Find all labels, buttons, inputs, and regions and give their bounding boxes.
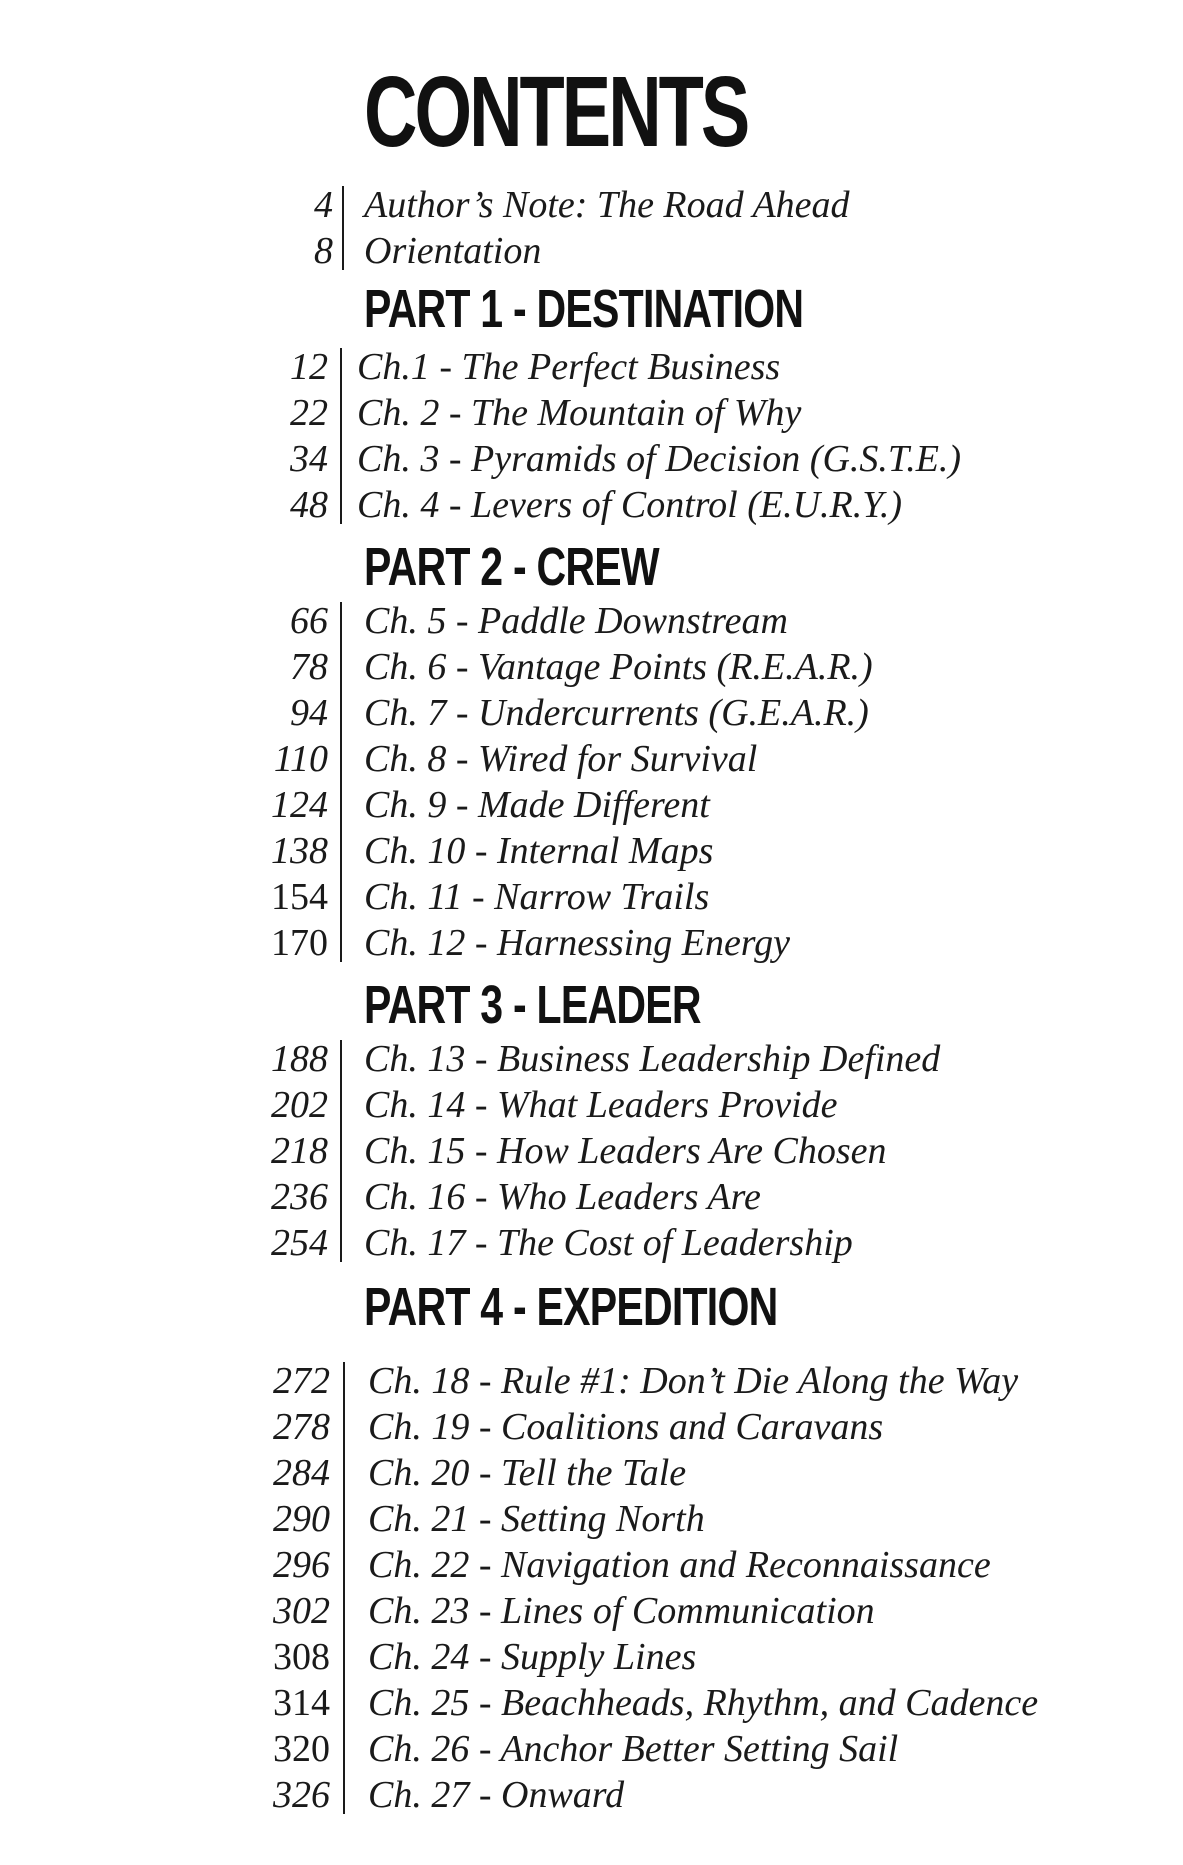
page-number: 154 bbox=[271, 876, 328, 918]
page-number: 272 bbox=[273, 1360, 330, 1402]
toc-entry[interactable] bbox=[0, 1772, 1183, 1818]
page-number: 302 bbox=[273, 1590, 330, 1632]
toc-entry[interactable] bbox=[0, 782, 1183, 828]
page-number: 284 bbox=[273, 1452, 330, 1494]
page-number: 110 bbox=[273, 738, 328, 780]
toc-entry[interactable] bbox=[0, 1542, 1183, 1588]
toc-entry[interactable] bbox=[0, 1174, 1183, 1220]
entry-title: Ch. 9 - Made Different bbox=[364, 784, 710, 826]
part-heading: PART 4 - EXPEDITION bbox=[364, 1277, 778, 1337]
entry-title: Ch. 6 - Vantage Points (R.E.A.R.) bbox=[364, 646, 873, 688]
part-heading: PART 1 - DESTINATION bbox=[364, 279, 804, 339]
entry-title: Ch. 17 - The Cost of Leadership bbox=[364, 1222, 853, 1264]
entry-title: Orientation bbox=[364, 230, 542, 272]
entry-title: Ch. 26 - Anchor Better Setting Sail bbox=[368, 1728, 899, 1770]
chapter-list bbox=[0, 344, 1183, 528]
page-number: 138 bbox=[271, 830, 328, 872]
entry-title: Ch. 20 - Tell the Tale bbox=[368, 1452, 687, 1494]
page-number: 320 bbox=[273, 1728, 330, 1770]
page-number: 308 bbox=[273, 1636, 330, 1678]
entry-title: Ch. 7 - Undercurrents (G.E.A.R.) bbox=[364, 692, 869, 734]
page-number: 12 bbox=[290, 346, 328, 388]
toc-entry[interactable] bbox=[0, 436, 1183, 482]
entry-title: Ch. 19 - Coalitions and Caravans bbox=[368, 1406, 884, 1448]
entry-title: Ch. 12 - Harnessing Energy bbox=[364, 922, 791, 964]
entry-title: Ch. 5 - Paddle Downstream bbox=[364, 600, 788, 642]
page-number: 188 bbox=[271, 1038, 328, 1080]
toc-entry[interactable] bbox=[0, 736, 1183, 782]
part-heading: PART 2 - CREW bbox=[364, 537, 659, 597]
page-number: 278 bbox=[273, 1406, 330, 1448]
chapter-list bbox=[0, 598, 1183, 966]
toc-entry[interactable] bbox=[0, 390, 1183, 436]
toc-entry[interactable] bbox=[0, 344, 1183, 390]
page-number: 8 bbox=[314, 230, 333, 272]
entry-title: Ch. 23 - Lines of Communication bbox=[368, 1590, 875, 1632]
entry-title: Ch. 25 - Beachheads, Rhythm, and Cadence bbox=[368, 1682, 1039, 1724]
front-matter-list bbox=[0, 182, 1183, 274]
page-number: 218 bbox=[271, 1130, 328, 1172]
toc-entry[interactable] bbox=[0, 1726, 1183, 1772]
entry-title: Ch. 8 - Wired for Survival bbox=[364, 738, 758, 780]
toc-entry[interactable] bbox=[0, 1450, 1183, 1496]
entry-title: Author’s Note: The Road Ahead bbox=[364, 184, 850, 226]
page-number: 236 bbox=[271, 1176, 328, 1218]
toc-entry[interactable] bbox=[0, 644, 1183, 690]
page-number: 314 bbox=[273, 1682, 330, 1724]
toc-entry[interactable] bbox=[0, 1404, 1183, 1450]
page-number: 296 bbox=[273, 1544, 330, 1586]
entry-title: Ch. 21 - Setting North bbox=[368, 1498, 705, 1540]
toc-entry[interactable] bbox=[0, 1082, 1183, 1128]
toc-entry[interactable] bbox=[0, 1036, 1183, 1082]
entry-title: Ch. 14 - What Leaders Provide bbox=[364, 1084, 838, 1126]
page-number: 78 bbox=[290, 646, 328, 688]
toc-entry[interactable] bbox=[0, 1128, 1183, 1174]
toc-entry[interactable] bbox=[0, 1588, 1183, 1634]
toc-entry[interactable] bbox=[0, 690, 1183, 736]
page-number: 202 bbox=[271, 1084, 328, 1126]
toc-entry[interactable] bbox=[0, 598, 1183, 644]
entry-title: Ch. 13 - Business Leadership Defined bbox=[364, 1038, 941, 1080]
entry-title: Ch. 22 - Navigation and Reconnaissance bbox=[368, 1544, 991, 1586]
page-number: 254 bbox=[271, 1222, 328, 1264]
part-heading: PART 3 - LEADER bbox=[364, 975, 701, 1035]
toc-entry[interactable] bbox=[0, 1358, 1183, 1404]
entry-title: Ch. 4 - Levers of Control (E.U.R.Y.) bbox=[357, 484, 903, 526]
entry-title: Ch. 15 - How Leaders Are Chosen bbox=[364, 1130, 887, 1172]
toc-entry[interactable] bbox=[0, 828, 1183, 874]
page-number: 66 bbox=[290, 600, 328, 642]
entry-title: Ch. 16 - Who Leaders Are bbox=[364, 1176, 761, 1218]
page-number: 34 bbox=[290, 438, 328, 480]
toc-entry[interactable] bbox=[0, 482, 1183, 528]
toc-entry[interactable] bbox=[0, 920, 1183, 966]
entry-title: Ch. 2 - The Mountain of Why bbox=[357, 392, 802, 434]
toc-entry[interactable] bbox=[0, 1220, 1183, 1266]
entry-title: Ch. 27 - Onward bbox=[368, 1774, 625, 1816]
page-title: CONTENTS bbox=[364, 56, 748, 168]
toc-entry[interactable] bbox=[0, 1634, 1183, 1680]
entry-title: Ch. 18 - Rule #1: Don’t Die Along the Way bbox=[368, 1360, 1019, 1402]
entry-title: Ch.1 - The Perfect Business bbox=[357, 346, 781, 388]
page-number: 4 bbox=[314, 184, 333, 226]
page-number: 48 bbox=[290, 484, 328, 526]
toc-entry[interactable] bbox=[0, 228, 1183, 274]
entry-title: Ch. 10 - Internal Maps bbox=[364, 830, 714, 872]
chapter-list bbox=[0, 1036, 1183, 1266]
page-number: 94 bbox=[290, 692, 328, 734]
toc-entry[interactable] bbox=[0, 182, 1183, 228]
chapter-list bbox=[0, 1358, 1183, 1818]
entry-title: Ch. 24 - Supply Lines bbox=[368, 1636, 697, 1678]
toc-entry[interactable] bbox=[0, 1496, 1183, 1542]
page-number: 290 bbox=[273, 1498, 330, 1540]
toc-entry[interactable] bbox=[0, 874, 1183, 920]
page-number: 170 bbox=[271, 922, 328, 964]
entry-title: Ch. 11 - Narrow Trails bbox=[364, 876, 710, 918]
toc-entry[interactable] bbox=[0, 1680, 1183, 1726]
page-number: 326 bbox=[273, 1774, 330, 1816]
page-number: 124 bbox=[271, 784, 328, 826]
page-number: 22 bbox=[290, 392, 328, 434]
entry-title: Ch. 3 - Pyramids of Decision (G.S.T.E.) bbox=[357, 438, 962, 480]
